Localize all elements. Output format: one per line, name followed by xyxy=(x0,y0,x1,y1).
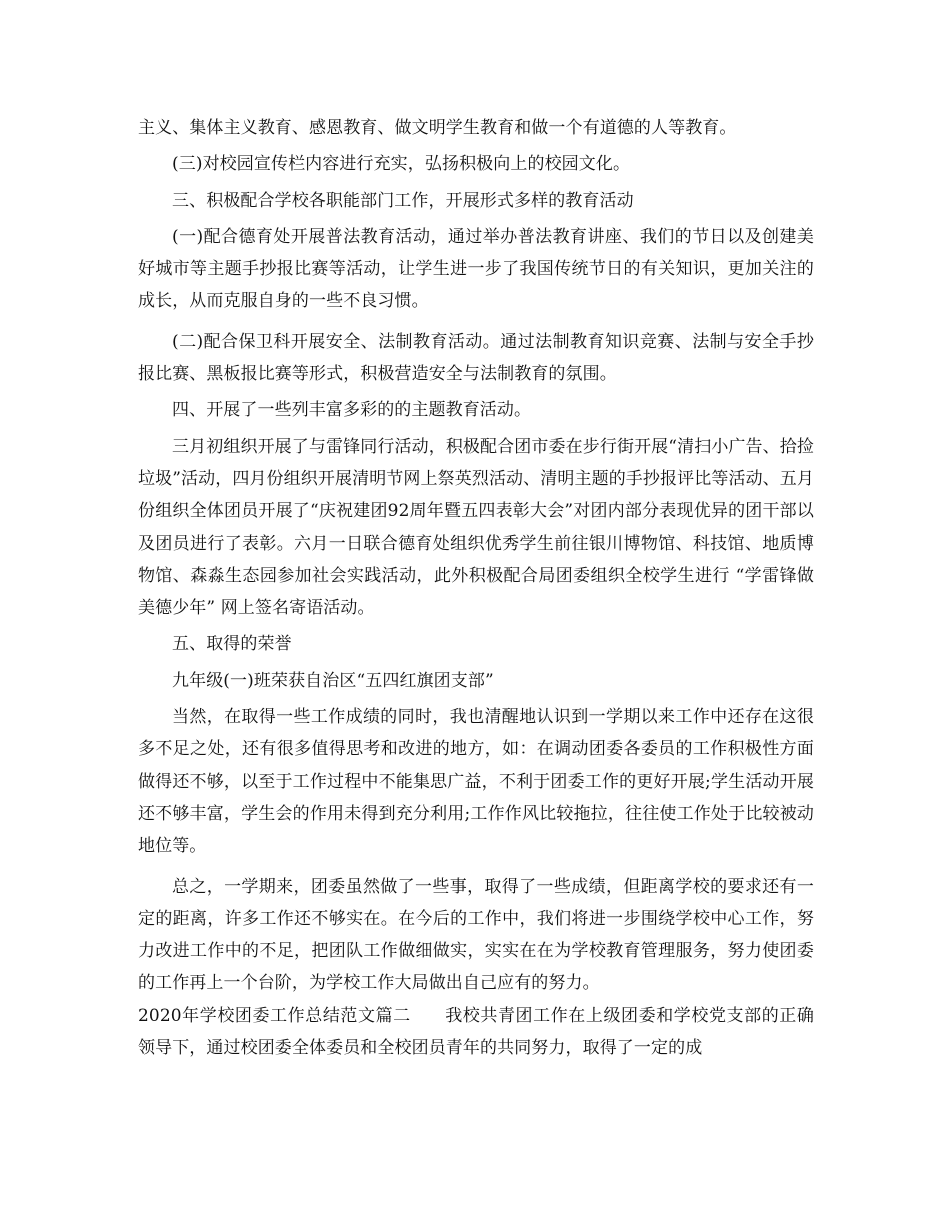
paragraph-7: 三月初组织开展了与雷锋同行活动，积极配合团市委在步行街开展“清扫小广告、拾捡垃圾”活动，四月份组织开展清明节网上祭英烈活动、清明主题的手抄报评比等活动、五月份组织全体团员开展了“庆祝建团92周年暨五四表彰大会”对团内部分表现优异的团干部以及团员进行了表彰。六月一日联合德育处组织优秀学生前往银川博物馆、科技馆、地质博物馆、森淼生态园参加社会实践活动，此外积极配合局团委组织全校学生进行 “学雷锋做美德少年” 网上签名寄语活动。 xyxy=(138,436,814,619)
paragraph-5: (二)配合保卫科开展安全、法制教育活动。通过法制教育知识竞赛、法制与安全手抄报比赛、黑板报比赛等形式，积极营造安全与法制教育的氛围。 xyxy=(138,331,814,385)
paragraph-1: 主义、集体主义教育、感恩教育、做文明学生教育和做一个有道德的人等教育。 xyxy=(138,118,737,138)
next-section-text: 我校共青团工作在上级团委和学校党支部的正确领导下，通过校团委全体委员和全校团员青年的共同努力，取得了一定的成 xyxy=(138,1005,814,1059)
paragraph-9: 九年级(一)班荣获自治区“五四红旗团支部” xyxy=(172,670,494,691)
section-heading-4: 四、开展了一些列丰富多彩的的主题教育活动。 xyxy=(172,400,532,421)
next-section-title: 2020年学校团委工作总结范文篇二 xyxy=(138,1005,411,1026)
paragraph-10: 当然，在取得一些工作成绩的同时，我也清醒地认识到一学期以来工作中还存在这很多不足之处，还有很多值得思考和改进的地方，如：在调动团委各委员的工作积极性方面做得还不够，以至于工作过程中不能集思广益，不利于团委工作的更好开展;学生活动开展还不够丰富，学生会的作用未得到充分利用;工作作风比较拖拉，往往使工作处于比较被动地位等。 xyxy=(138,707,814,857)
next-section-paragraph xyxy=(138,1000,814,1065)
paragraph-11: 总之，一学期来，团委虽然做了一些事，取得了一些成绩，但距离学校的要求还有一定的距离，许多工作还不够实在。在今后的工作中，我们将进一步围绕学校中心工作，努力改进工作中的不足，把团队工作做细做实，实实在在为学校教育管理服务，努力使团委的工作再上一个台阶，为学校工作大局做出自己应有的努力。 xyxy=(138,876,814,994)
document-body xyxy=(138,112,814,1064)
section-heading-5: 五、取得的荣誉 xyxy=(172,634,292,655)
paragraph-2: (三)对校园宣传栏内容进行充实，弘扬积极向上的校园文化。 xyxy=(172,154,631,175)
paragraph-4: (一)配合德育处开展普法教育活动，通过举办普法教育讲座、我们的节日以及创建美好城市等主题手抄报比赛等活动，让学生进一步了我国传统节日的有关知识，更加关注的成长，从而克服自身的一些不良习惯。 xyxy=(138,226,814,312)
section-heading-3: 三、积极配合学校各职能部门工作，开展形式多样的教育活动 xyxy=(172,190,634,211)
